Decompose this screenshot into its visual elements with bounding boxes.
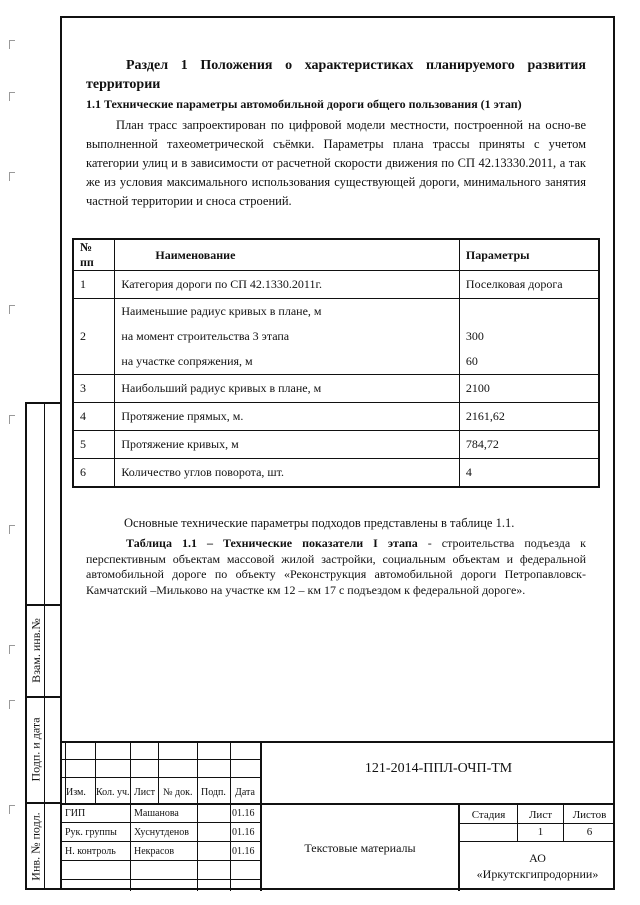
intro-paragraph: План трасс запроектирован по цифровой модели местности, построенной на осно-ве выполненной тахеометрической съёмки. Параметры плана трассы приняты с учетом категории улиц и в зависимости от расчетной скорости движения по СП 42.13330.2011, а так же из условия максимального использования существующей дороги, минимального занятия частной территории и сноса строений. — [86, 118, 586, 208]
person-role: ГИП — [65, 808, 86, 819]
margin-tick — [9, 40, 15, 49]
sheet-label: Лист — [528, 809, 553, 821]
podp-label: Подп. и дата — [28, 716, 43, 782]
table-row: 4 Протяжение прямых, м. 2161,62 — [73, 403, 599, 431]
caption-rest: - строительства подъезда к перспективным объектам массовой жилой застройки, социальным объектам и федеральной автомобильной дороге по объекту «Реконструкция автомобильной дороги Петропавловск-Камчатский –Мильково на участке км 12 – км 17 с подъездом к федеральной дороге». — [86, 536, 587, 597]
person-name: Некрасов — [134, 846, 175, 857]
intro-block — [86, 116, 586, 211]
person-date: 01.16 — [232, 827, 255, 838]
section-title: Раздел 1 Положения о характеристиках планируемого развития территории — [86, 58, 586, 92]
margin-tick — [9, 172, 15, 181]
title-block — [60, 741, 615, 892]
margin-tick — [9, 805, 15, 814]
margin-tick — [9, 415, 15, 424]
col-list: Лист — [134, 787, 155, 798]
table-caption — [86, 536, 586, 598]
table-header-row — [73, 239, 599, 271]
doc-code: 121-2014-ППЛ-ОЧП-ТМ — [364, 761, 513, 776]
col-doc: № док. — [163, 787, 193, 798]
approaches-text: Основные технические параметры подходов представлены в таблице 1.1. — [124, 516, 515, 530]
col-podp: Подп. — [201, 787, 226, 798]
params-table — [72, 238, 600, 488]
table-row: 3 Наибольший радиус кривых в плане, м 2100 — [73, 375, 599, 403]
person-date: 01.16 — [232, 808, 255, 819]
section-heading — [86, 56, 586, 94]
caption-bold: Таблица 1.1 – Технические показатели I этапа — [126, 536, 418, 550]
header-num: № пп — [73, 239, 115, 271]
person-date: 01.16 — [232, 846, 255, 857]
sheets-label: Листов — [572, 809, 607, 821]
margin-tick — [9, 92, 15, 101]
person-name: Машанова — [134, 808, 179, 819]
table-row: 2 Наименьшие радиус кривых в плане, м на момент строительства 3 этапа на участке сопряжения, м 300 60 — [73, 299, 599, 375]
stage-label: Стадия — [471, 809, 506, 821]
inv-label: Инв. № подл. — [28, 811, 43, 881]
subsection-title: 1.1 Технические параметры автомобильной дороги общего пользования (1 этап) — [86, 97, 522, 111]
sheets-value: 6 — [586, 826, 593, 838]
table-row: 6 Количество углов поворота, шт. 4 — [73, 459, 599, 488]
person-role: Рук. группы — [65, 827, 117, 838]
col-date: Дата — [235, 787, 255, 798]
org-line2: «Иркутскгипродорнии» — [476, 867, 599, 881]
col-izm: Изм. — [66, 787, 86, 798]
margin-tick — [9, 700, 15, 709]
margin-tick — [9, 305, 15, 314]
person-role: Н. контроль — [65, 846, 116, 857]
margin-tick — [9, 645, 15, 654]
table-row: 1 Категория дороги по СП 42.1330.2011г. Поселковая дорога — [73, 271, 599, 299]
table-row: 5 Протяжение кривых, м 784,72 — [73, 431, 599, 459]
doc-title: Текстовые материалы — [304, 841, 416, 855]
header-name: Наименование — [115, 239, 460, 271]
org-line1: АО — [529, 851, 546, 865]
side-strip — [25, 402, 60, 890]
header-value: Параметры — [459, 239, 599, 271]
margin-tick — [9, 525, 15, 534]
vzam-label: Взам. инв.№ — [28, 617, 43, 683]
sheet-value: 1 — [537, 826, 544, 838]
col-kol: Кол. уч. — [96, 787, 130, 798]
person-name: Хуснутденов — [134, 827, 189, 838]
